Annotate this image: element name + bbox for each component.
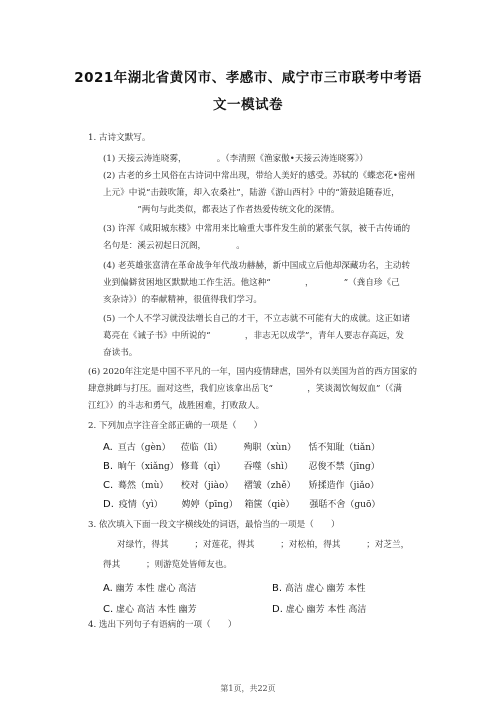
q2-option-c	[103, 478, 379, 491]
option-item: 娉婷（pīng）	[181, 500, 238, 510]
q1-sub4-line2: 业到偏僻贫困地区默默地工作生活。他这种“ ， ”（龚自珍《己	[103, 278, 400, 288]
exam-title-line1: 2021年湖北省黄冈市、孝感市、咸宁市三市联考中考语	[74, 70, 422, 86]
q3-stem: 3. 依次填入下面一段文字横线处的词语，最恰当的一项是（ ）	[88, 520, 340, 530]
q3-passage-line2: 得其 ；则游览处皆师友也。	[103, 560, 232, 570]
option-key: A.	[103, 442, 113, 453]
option-key: B.	[272, 583, 283, 594]
q2-option-a	[103, 440, 380, 453]
q1-sub6-line2: 肆意挑衅与打压。面对这些，我们应该拿出岳飞“ ，笑谈渴饮匈奴血”（《满	[88, 384, 402, 394]
option-item: 吞噬（shì）	[243, 462, 293, 472]
option-text: 虚心 高洁 本性 幽芳	[116, 605, 197, 615]
q3-option-a	[103, 581, 196, 594]
option-key: D.	[103, 499, 114, 510]
option-item: 褶皱（zhě）	[243, 481, 296, 491]
q1-sub4-line3: 亥杂诗》）的奉献精神，很值得我们学习。	[103, 295, 262, 305]
q1-sub5-line1: (5) 一个人不学习就没法增长自己的才干，不立志就不可能有大的成就。这正如诸	[103, 314, 411, 324]
q1-sub5-line2: 葛亮在《诫子书》中所说的“ ，非志无以成学”，青年人要志存高远，发	[103, 331, 404, 341]
q1-sub2-line2: 上元》中说“击鼓吹箫，却入农桑社”，陆游《游山西村》中的“箫鼓追随春近，	[103, 188, 400, 198]
q3-option-c	[103, 602, 197, 615]
option-item: 箱箧（qiè）	[244, 500, 295, 510]
option-item: 矫揉造作（jiǎo）	[308, 481, 380, 491]
q1-sub2-line1: (2) 古老的乡土风俗在古诗词中常出现，带给人美好的感受。苏轼的《蝶恋花•密州	[103, 171, 416, 181]
option-key: C.	[103, 480, 114, 491]
q2-option-b	[103, 459, 380, 472]
option-item: 晌午（xiǎng）	[117, 462, 179, 472]
q1-stem: 1. 古诗文默写。	[88, 133, 151, 143]
option-item: 亘古（gèn）	[117, 443, 171, 453]
option-key: C.	[103, 604, 114, 615]
option-item: 殉职（xùn）	[243, 443, 297, 453]
option-text: 高洁 虚心 幽芳 本性	[284, 584, 366, 594]
q1-sub6-line1: (6) 2020年注定是中国不平凡的一年，国内疫情肆虐，国外有以美国为首的西方国家的	[88, 367, 417, 377]
q1-sub3-line2: 名句是：溪云初起日沉阁， 。	[103, 241, 245, 251]
option-text: 幽芳 本性 虚心 高洁	[115, 584, 197, 594]
option-item: 蓦然（mù）	[118, 481, 169, 491]
q1-sub5-line3: 奋读书。	[103, 348, 138, 358]
q4-stem: 4. 选出下列句子有语病的一项（ ）	[88, 620, 237, 630]
q3-passage-line1: 对绿竹，得其 ；对莲花，得其 ；对松柏，得其 ；对芝兰，	[117, 540, 410, 550]
q1-sub6-line3: 江红》）的斗志和勇气，战胜困难，打败敌人。	[88, 401, 265, 411]
option-text: 虚心 幽芳 本性 高洁	[285, 605, 367, 615]
option-item: 疫情（yì）	[118, 500, 163, 510]
page-footer: 第1页，共22页	[220, 684, 276, 693]
option-item: 强聒不舍（guō）	[309, 500, 381, 510]
q3-option-d	[272, 602, 366, 615]
option-key: B.	[103, 461, 114, 472]
q1-sub1: (1) 天接云涛连晓雾， 。（李清照《渔家傲•天接云涛连晓雾》）	[103, 154, 368, 164]
q1-sub3-line1: (3) 许浑《咸阳城东楼》中常用来比喻重大事件发生前的紧张气氛，被千古传诵的	[103, 224, 411, 234]
q2-stem: 2. 下列加点字注音全部正确的一项是（ ）	[88, 421, 263, 431]
q3-option-b	[272, 581, 366, 594]
q1-sub4-line1: (4) 老英雄张富清在革命战争年代战功赫赫，新中国成立后他却深藏功名，主动转	[103, 261, 411, 271]
q1-sub2-line3: ”两句与此类似，都表达了作者热爱传统文化的深情。	[103, 205, 340, 215]
option-key: A.	[103, 583, 113, 594]
option-item: 忍俊不禁（jīng）	[308, 462, 380, 472]
exam-title-line2: 文一模试卷	[213, 97, 283, 113]
q2-option-d	[103, 497, 380, 510]
option-item: 校对（jiào）	[180, 481, 234, 491]
option-item: 莅临（lì）	[180, 443, 223, 453]
option-item: 恬不知耻（tiǎn）	[308, 443, 381, 453]
option-key: D.	[272, 604, 283, 615]
option-item: 修葺（qì）	[180, 462, 226, 472]
